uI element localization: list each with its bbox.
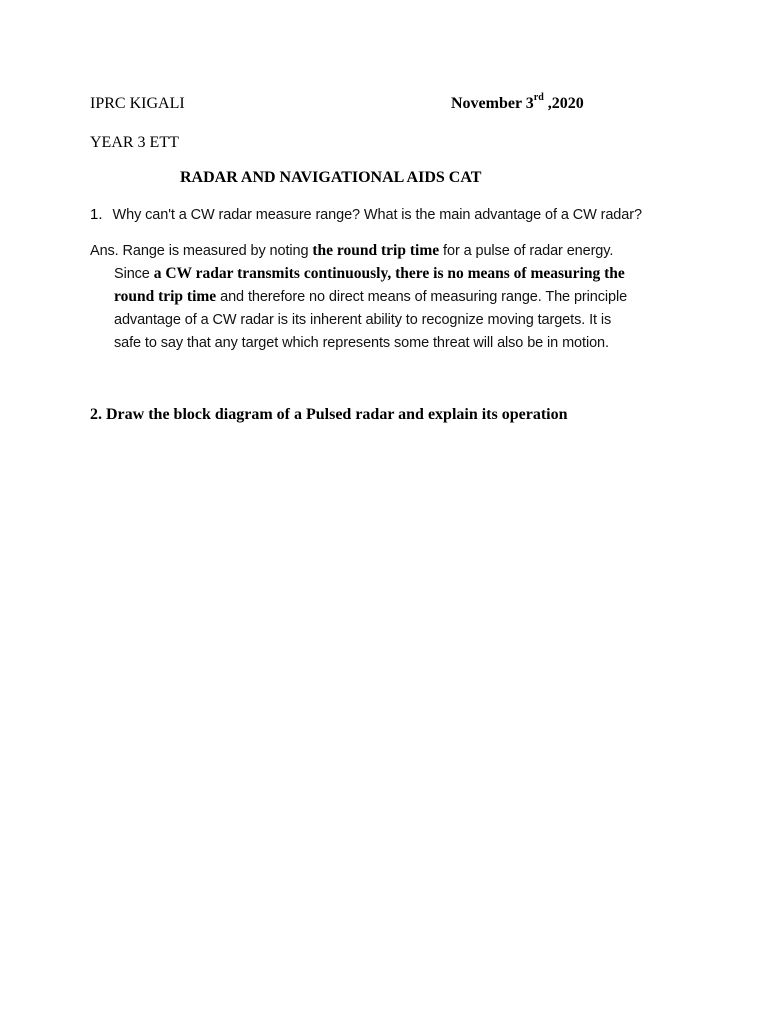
question-1-text: Why can't a CW radar measure range? What is the main advantage of a CW radar? — [112, 207, 642, 223]
document-date — [451, 91, 584, 114]
question-2: 2. Draw the block diagram of a Pulsed radar and explain its operation — [90, 406, 568, 423]
date-superscript: rd — [533, 91, 544, 103]
page-title: RADAR AND NAVIGATIONAL AIDS CAT — [180, 169, 482, 186]
institution-name: IPRC KIGALI — [90, 95, 185, 112]
answer-1-line-5: safe to say that any target which represents some threat will also be in motion. — [114, 335, 609, 351]
class-year: YEAR 3 ETT — [90, 134, 179, 151]
date-prefix: November 3 — [451, 95, 534, 112]
question-1-number: 1. — [90, 206, 103, 223]
answer-1-line-2: Since a CW radar transmits continuously, there is no means of measuring the — [114, 265, 625, 282]
answer-1-line-1: Ans. Range is measured by noting the round trip time for a pulse of radar energy. — [90, 242, 614, 259]
question-1 — [90, 205, 642, 225]
answer-1-line-3: round trip time and therefore no direct means of measuring range. The principle — [114, 288, 628, 305]
answer-1-line-4: advantage of a CW radar is its inherent ability to recognize moving targets. It is — [114, 312, 612, 328]
date-suffix: ,2020 — [543, 95, 584, 112]
